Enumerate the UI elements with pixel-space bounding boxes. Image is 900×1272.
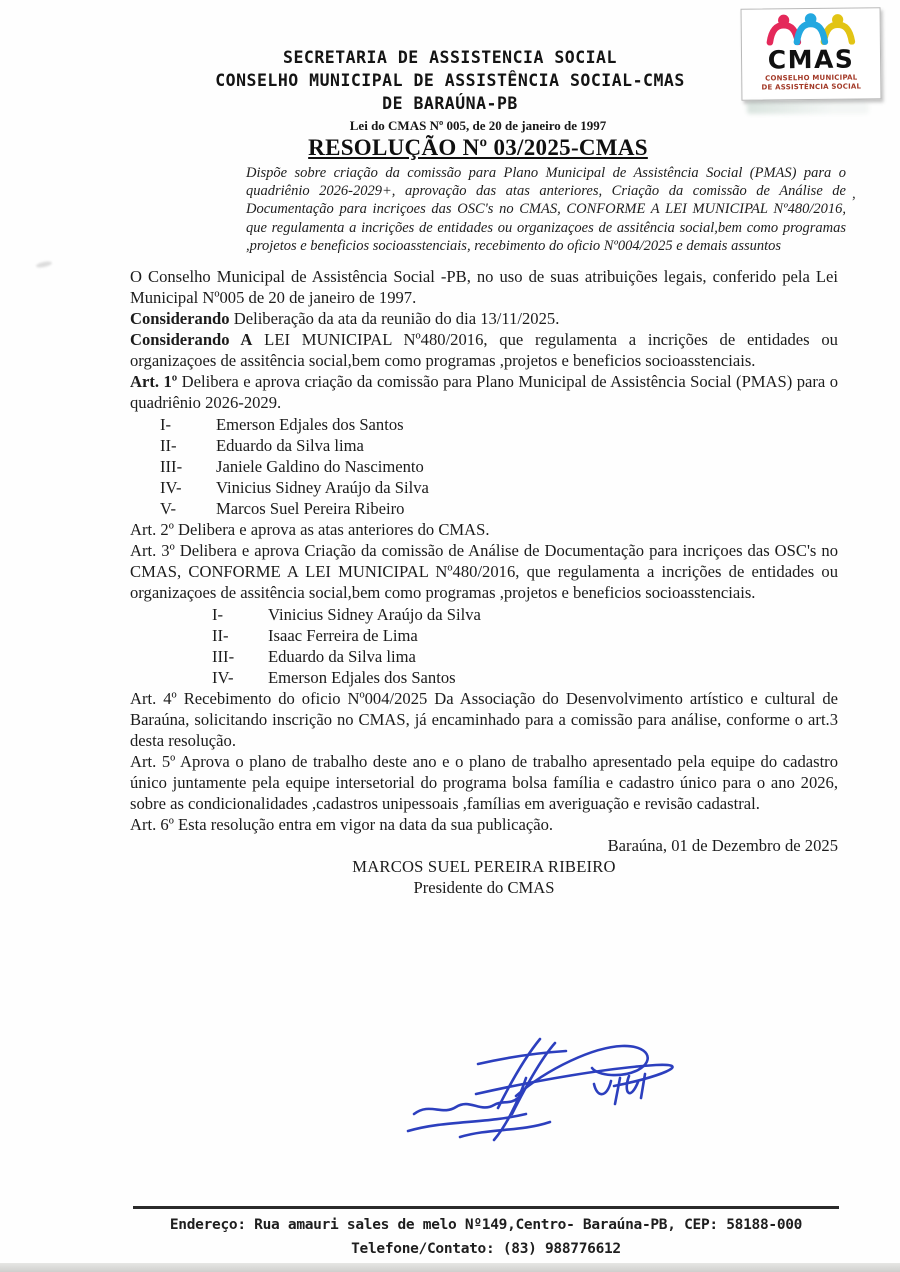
list-item-name: Eduardo da Silva lima <box>216 436 364 455</box>
footer-phone: Telefone/Contato: (83) 988776612 <box>351 1241 621 1257</box>
list-item-name: Vinicius Sidney Araújo da Silva <box>216 478 429 497</box>
pencil-mark-artifact <box>36 260 53 268</box>
considerando-2-lead: Considerando A <box>130 330 253 349</box>
list-item <box>130 604 838 625</box>
scan-edge-artifact <box>0 1263 900 1272</box>
list-item-name: Emerson Edjales dos Santos <box>268 668 456 687</box>
intro-paragraph: O Conselho Municipal de Assistência Social -PB, no uso de suas atribuições legais, conferido pela Lei Municipal Nº005 de 20 de janeiro de 1997. <box>130 267 838 307</box>
header-secretaria: SECRETARIA DE ASSISTENCIA SOCIAL <box>283 48 617 67</box>
logo-subtitle <box>742 73 880 91</box>
footer-address: Endereço: Rua amauri sales de melo Nº149,Centro- Baraúna-PB, CEP: 58188-000 <box>169 1217 803 1233</box>
article-5 <box>130 751 838 814</box>
header-municipio: DE BARAÚNA-PB <box>382 94 518 113</box>
article-3-member-list <box>130 604 838 688</box>
logo-subtitle-line2: DE ASSISTÊNCIA SOCIAL <box>761 81 862 92</box>
law-reference: Lei do CMAS Nº 005, de 20 de janeiro de 1997 <box>349 118 607 133</box>
considerando-1-text: Deliberação da ata da reunião do dia 13/11/2025. <box>229 309 560 328</box>
list-item-name: Emerson Edjales dos Santos <box>216 415 404 434</box>
article-6-text: Esta resolução entra em vigor na data da sua publicação. <box>173 815 554 834</box>
article-2 <box>130 519 838 540</box>
list-item-number: IV- <box>160 478 182 497</box>
article-3 <box>130 540 838 603</box>
list-item <box>130 625 838 646</box>
list-item <box>130 646 838 667</box>
logo-subtitle-line1: CONSELHO MUNICIPAL <box>765 73 858 83</box>
resolution-summary: Dispõe sobre criação da comissão para Plano Municipal de Assistência Social (PMAS) para o quadriênio 2026-2029+, aprovação das atas anteriores, Criação da comissão de Análise de Documentação para incriçoes das OSC's no CMAS, CONFORME A LEI MUNICIPAL Nº480/2016, que regulamenta a incrições de entidades ou organizaçoes de assitência social,bem como programas ,projetos e beneficios socioasstenciais, recebimento do oficio Nº004/2025 e demais assuntos <box>246 165 846 254</box>
considerando-2-text: LEI MUNICIPAL Nº480/2016, que regulamenta a incrições de entidades ou organizaçoes de assitência social,bem como programas ,projetos e beneficios socioasstenciais. <box>130 330 838 370</box>
list-item-name: Janiele Galdino do Nascimento <box>216 457 424 476</box>
list-item-number: V- <box>160 499 176 518</box>
article-1-lead: Art. 1º <box>130 372 178 391</box>
article-4 <box>130 688 838 751</box>
logo-acronym: CMAS <box>767 44 855 75</box>
list-item <box>130 435 838 456</box>
header-conselho: CONSELHO MUNICIPAL DE ASSISTÊNCIA SOCIAL-CMAS <box>215 71 685 90</box>
list-item-number: III- <box>160 457 183 476</box>
article-6-lead: Art. 6º <box>130 815 174 834</box>
list-item-name: Isaac Ferreira de Lima <box>268 626 418 645</box>
article-5-text: Aprova o plano de trabalho deste ano e o plano de trabalho apresentado pela equipe do cadastro único juntamente pela equipe intersetorial do programa bolsa família e cadastro único para o ano 2026, sobre as condicionalidades ,cadastros unipessoais ,famílias em averiguação e revisão cadastral. <box>130 752 839 813</box>
list-item <box>130 477 838 498</box>
signatory-name: MARCOS SUEL PEREIRA RIBEIRO <box>352 857 616 876</box>
handwritten-signature <box>398 1034 878 1152</box>
list-item-number: II- <box>212 626 229 645</box>
article-2-lead: Art. 2º <box>130 520 174 539</box>
list-item <box>130 414 838 435</box>
document-footer <box>133 1206 839 1261</box>
article-4-text: Recebimento do oficio Nº004/2025 Da Associação do Desenvolvimento artístico e cultural de Baraúna, solicitando inscrição no CMAS, já encaminhado para a comissão para análise, conforme o art.3 desta resolução. <box>130 689 839 750</box>
list-item-name: Vinicius Sidney Araújo da Silva <box>268 605 481 624</box>
considerando-1-lead: Considerando <box>130 309 230 328</box>
considerando-1 <box>130 308 838 329</box>
list-item-number: I- <box>212 605 224 624</box>
scan-ghost-artifact <box>747 102 869 114</box>
article-4-lead: Art. 4º <box>130 689 177 708</box>
document-body <box>130 266 838 898</box>
article-6 <box>130 814 838 835</box>
list-item-number: IV- <box>212 668 234 687</box>
cmas-logo <box>741 7 882 100</box>
signatory-role: Presidente do CMAS <box>413 878 555 897</box>
list-item-name: Marcos Suel Pereira Ribeiro <box>216 499 405 518</box>
article-2-text: Delibera e aprova as atas anteriores do CMAS. <box>173 520 490 539</box>
date-place-line: Baraúna, 01 de Dezembro de 2025 <box>607 836 838 855</box>
considerando-2 <box>130 329 838 371</box>
article-1-member-list <box>130 414 838 519</box>
article-5-lead: Art. 5º <box>130 752 176 771</box>
list-item <box>130 667 838 688</box>
list-item-number: III- <box>212 647 235 666</box>
list-item-name: Eduardo da Silva lima <box>268 647 416 666</box>
list-item <box>130 456 838 477</box>
list-item-number: I- <box>160 415 172 434</box>
article-1 <box>130 371 838 413</box>
article-1-text: Delibera e aprova criação da comissão para Plano Municipal de Assistência Social (PMAS) para o quadriênio 2026-2029. <box>130 372 838 412</box>
list-item-number: II- <box>160 436 177 455</box>
list-item <box>130 498 838 519</box>
article-3-lead: Art. 3º <box>130 541 175 560</box>
article-3-text: Delibera e aprova Criação da comissão de Análise de Documentação para incriçoes das OSC's no CMAS, CONFORME A LEI MUNICIPAL Nº480/2016, que regulamenta a incrições de entidades ou organizaçoes de assitência social,bem como programas ,projetos e beneficios socioasstenciais. <box>130 541 838 602</box>
stray-mark-artifact: , <box>852 186 856 202</box>
resolution-title: RESOLUÇÃO Nº 03/2025-CMAS <box>308 135 648 160</box>
